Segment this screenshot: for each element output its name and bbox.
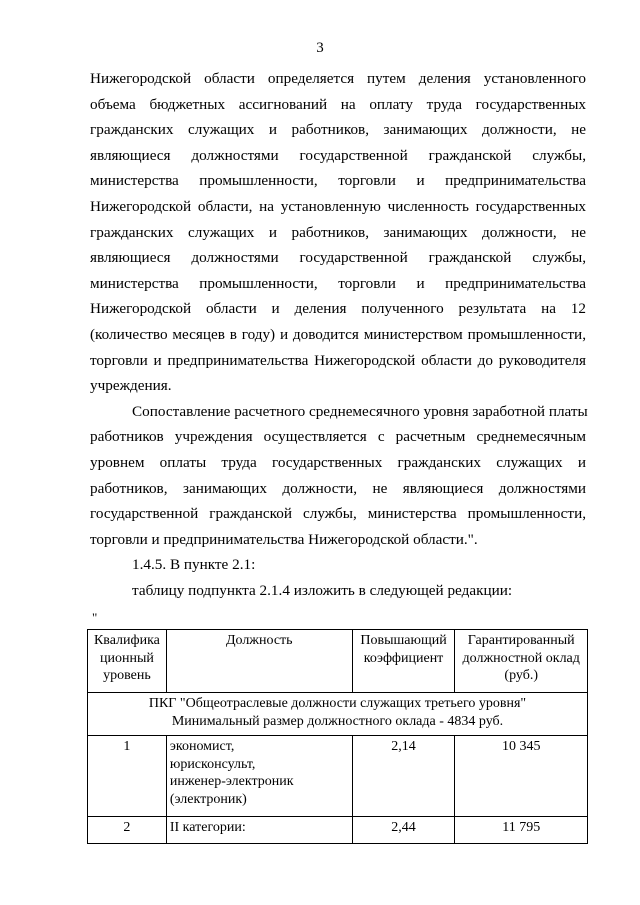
group-cell (88, 693, 588, 736)
header-salary: Гарантированный должностной оклад (руб.) (455, 630, 588, 693)
row-positions (166, 817, 352, 844)
text-line: торговли и предпринимательства Нижегородской области.". (90, 530, 478, 548)
header-position: Должность (166, 630, 352, 693)
position-name: (электроник) (169, 791, 247, 807)
text-line: объема бюджетных ассигнований на оплату труда государственных (90, 95, 586, 113)
text-line: государственной гражданской службы, министерства промышленности, (90, 505, 586, 523)
instruction-text: таблицу подпункта 2.1.4 изложить в следующей редакции: (132, 581, 513, 599)
position-name: инженер-электроник (169, 774, 294, 789)
text-line: уровнем оплаты труда государственных гражданских служащих и (90, 453, 586, 471)
text-line: гражданских служащих и работников, занимающих должности, не (90, 223, 586, 241)
text-line: Сопоставление расчетного среднемесячного уровня заработной платы (132, 402, 588, 420)
group-title: ПКГ "Общеотраслевые должности служащих третьего уровня" (148, 696, 527, 711)
text-line: являющиеся должностями государственной гражданской службы, (90, 249, 586, 267)
header-coefficient: Повышающий коэффициент (352, 630, 455, 693)
text-line: Нижегородской области и деления полученного результата на 12 (90, 300, 586, 318)
text-line: министерства промышленности, торговли и предпринимательства (90, 172, 586, 190)
text-line: (количество месяцев в году) и доводится министерством промышленности, (90, 325, 586, 343)
text-line: Нижегородской области определяется путем деления установленного (90, 70, 586, 87)
table-group-row (88, 693, 588, 736)
opening-quote: " (92, 610, 98, 625)
table-row (88, 817, 588, 844)
item-heading: 1.4.5. В пункте 2.1: (132, 556, 256, 574)
position-name: экономист, (169, 739, 235, 754)
header-level: Квалифика ционный уровень (88, 630, 167, 693)
position-name: юрисконсульт, (169, 756, 256, 772)
salary-table (87, 629, 588, 844)
table-row (88, 736, 588, 817)
row-level: 2 (88, 817, 167, 844)
row-coefficient: 2,14 (352, 736, 455, 817)
group-subtitle: Минимальный размер должностного оклада - 4834 руб. (171, 713, 504, 729)
text-line: торговли и предпринимательства Нижегородской области до руководителя (90, 351, 586, 369)
row-salary: 10 345 (455, 736, 588, 817)
text-line: Нижегородской области, на установленную численность государственных (90, 197, 586, 215)
table-header-row (88, 630, 588, 693)
text-line: работников, занимающих должности, не являющиеся должностями (90, 479, 586, 497)
row-level: 1 (88, 736, 167, 817)
position-name: II категории: (169, 820, 246, 835)
row-positions (166, 736, 352, 817)
document-body (90, 66, 586, 603)
text-line: гражданских служащих и работников, занимающих должности, не (90, 121, 586, 139)
text-line: министерства промышленности, торговли и предпринимательства (90, 274, 586, 292)
row-coefficient: 2,44 (352, 817, 455, 844)
text-line: учреждения. (90, 377, 172, 395)
text-line: работников учреждения осуществляется с расчетным среднемесячным (90, 428, 586, 446)
row-salary: 11 795 (455, 817, 588, 844)
page-number: 3 (316, 40, 324, 56)
text-line: являющиеся должностями государственной гражданской службы, (90, 146, 586, 164)
